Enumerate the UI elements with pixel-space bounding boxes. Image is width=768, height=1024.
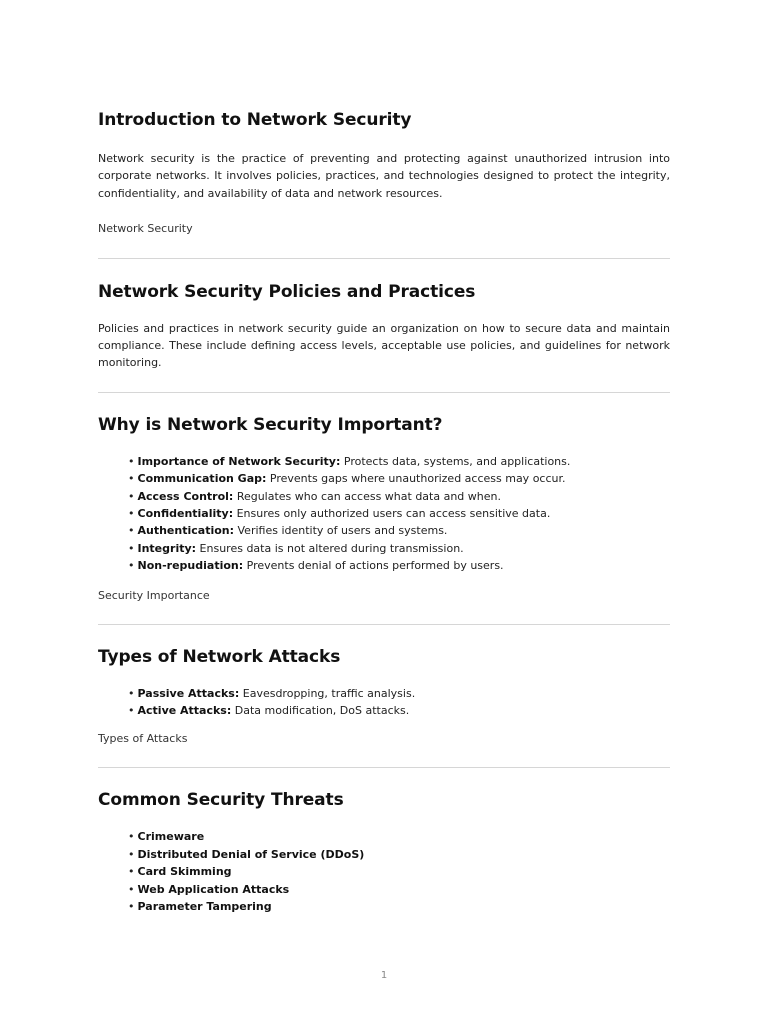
list-item-term: Access Control: — [137, 489, 234, 503]
list-item-term: Active Attacks: — [137, 704, 232, 718]
list-item-term: Integrity: — [137, 541, 197, 555]
figure-caption-network-security: Network Security — [98, 221, 193, 235]
bullet-icon: • — [128, 507, 135, 520]
section-heading-importance: Why is Network Security Important? — [98, 414, 443, 435]
bullet-icon: • — [128, 472, 135, 486]
section-body-introduction: Network security is the practice of preventing and protecting against unauthorized intrusion into corporate networks. It involves policies, practices, and technologies designed to protect the integrity, confidentiality, and availability of data and network resources. — [98, 152, 670, 200]
section-body-policies: Policies and practices in network security guide an organization on how to secure data and maintain compliance. These include defining access levels, acceptable use policies, and guidelines for network monitoring. — [98, 321, 670, 370]
list-item — [128, 702, 670, 719]
list-item-desc: Ensures data is not altered during transmission. — [199, 541, 464, 555]
page-number: 1 — [380, 970, 388, 981]
list-item-term: Card Skimming — [137, 865, 232, 879]
bullet-icon: • — [128, 882, 135, 896]
list-item — [128, 453, 670, 470]
bullet-icon: • — [128, 847, 135, 861]
figure-caption-security-importance: Security Importance — [98, 588, 210, 602]
section-heading-policies: Network Security Policies and Practices — [98, 281, 476, 302]
list-item-term: Distributed Denial of Service (DDoS) — [137, 847, 365, 861]
list-item-term: Communication Gap: — [137, 472, 267, 486]
list-item — [128, 828, 670, 845]
list-item — [128, 863, 670, 880]
list-item-term: Authentication: — [137, 524, 235, 538]
list-item — [128, 898, 670, 915]
section-heading-attack-types: Types of Network Attacks — [98, 646, 341, 667]
bullet-icon: • — [128, 541, 135, 555]
bullet-icon: • — [128, 524, 135, 538]
bullet-icon: • — [128, 704, 135, 718]
list-item-term: Passive Attacks: — [137, 686, 240, 700]
list-item-term: Web Application Attacks — [137, 882, 290, 896]
list-item — [128, 522, 670, 539]
list-item-term: Confidentiality: — [137, 507, 234, 520]
list-item-term: Parameter Tampering — [137, 900, 272, 914]
bullet-icon: • — [128, 865, 135, 879]
list-item — [128, 505, 670, 522]
bullet-icon: • — [128, 686, 135, 700]
list-item-desc: Prevents gaps where unauthorized access may occur. — [269, 472, 566, 486]
bullet-icon: • — [128, 454, 135, 468]
figure-caption-types-of-attacks: Types of Attacks — [98, 732, 188, 746]
list-item — [128, 557, 670, 574]
list-item-desc: Ensures only authorized users can access sensitive data. — [236, 507, 551, 520]
list-item — [128, 846, 670, 863]
list-item — [128, 470, 670, 487]
document-page — [98, 108, 670, 915]
list-item-term: Crimeware — [137, 830, 205, 844]
bullet-icon: • — [128, 559, 135, 573]
list-item — [128, 540, 670, 557]
bullet-icon: • — [128, 489, 135, 503]
section-heading-introduction: Introduction to Network Security — [98, 110, 412, 130]
list-item-desc: Data modification, DoS attacks. — [234, 704, 410, 718]
common-threats-list — [98, 828, 670, 915]
list-item — [128, 881, 670, 898]
list-item-desc: Prevents denial of actions performed by users. — [246, 559, 504, 573]
list-item — [128, 488, 670, 505]
importance-list — [98, 453, 670, 575]
list-item-term: Non-repudiation: — [137, 559, 244, 573]
list-item-desc: Regulates who can access what data and when. — [236, 489, 501, 503]
bullet-icon: • — [128, 900, 135, 914]
list-item-desc: Verifies identity of users and systems. — [237, 524, 448, 538]
list-item — [128, 685, 670, 702]
bullet-icon: • — [128, 830, 135, 844]
list-item-term: Importance of Network Security: — [137, 454, 341, 468]
list-item-desc: Eavesdropping, traffic analysis. — [242, 686, 416, 700]
list-item-desc: Protects data, systems, and applications. — [343, 454, 571, 468]
attack-types-list — [98, 685, 670, 720]
section-heading-common-threats: Common Security Threats — [98, 790, 344, 811]
